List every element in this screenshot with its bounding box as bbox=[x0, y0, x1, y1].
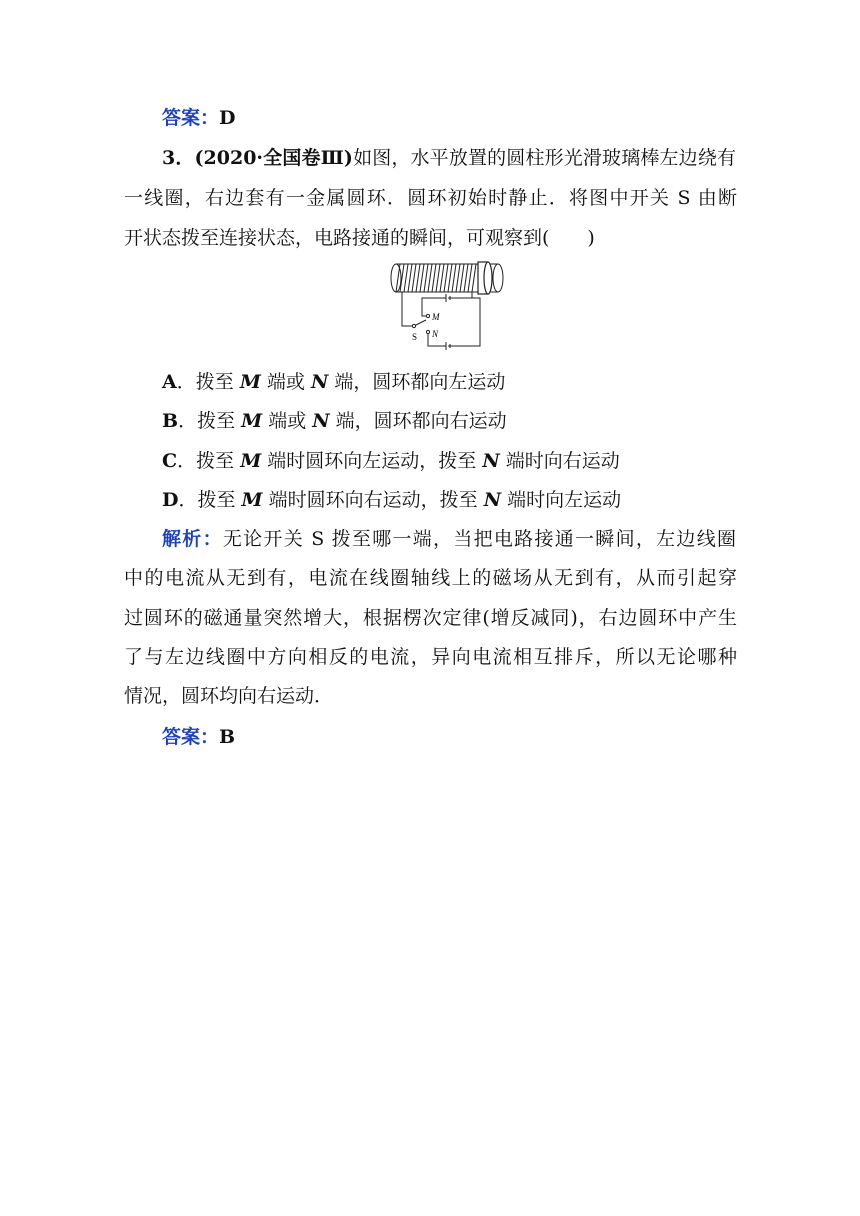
option-letter: C bbox=[162, 450, 178, 472]
answer-value: B bbox=[219, 726, 236, 748]
option-letter: A bbox=[162, 371, 177, 393]
circuit-diagram bbox=[386, 258, 514, 356]
answer-value: D bbox=[219, 107, 236, 129]
metal-ring bbox=[478, 262, 492, 294]
analysis-label: 解析： bbox=[162, 528, 223, 550]
label-n: N bbox=[432, 329, 439, 339]
label-s: S bbox=[412, 332, 418, 342]
answer-label: 答案： bbox=[162, 107, 220, 129]
coil bbox=[396, 264, 476, 292]
analysis-line-3: 过圆环的磁通量突然增大，根据楞次定律(增反减同)，右边圆环中产生 bbox=[124, 607, 737, 629]
answer-line-1 bbox=[162, 106, 236, 130]
question-text-1: 如图，水平放置的圆柱形光滑玻璃棒左边绕有 bbox=[352, 147, 736, 169]
question-line-3: 开状态拨至连接状态，电路接通的瞬间，可观察到( ) bbox=[124, 227, 595, 249]
analysis-line-5: 情况，圆环均向右运动． bbox=[124, 685, 334, 707]
analysis-line-2: 中的电流从无到有，电流在线圈轴线上的磁场从无到有，从而引起穿 bbox=[124, 567, 737, 589]
question-line-1: 3．(2020·全国卷Ⅲ)如图，水平放置的圆柱形光滑玻璃棒左边绕有 bbox=[162, 147, 736, 169]
question-line-2: 一线圈，右边套有一金属圆环．圆环初始时静止．将图中开关 S 由断 bbox=[124, 187, 737, 209]
option-letter: B bbox=[162, 410, 179, 432]
answer-label: 答案： bbox=[162, 726, 220, 748]
question-number: 3 bbox=[162, 147, 176, 169]
option-b: B．拨至 M 端或 N 端，圆环都向右运动 bbox=[162, 410, 507, 432]
option-letter: D bbox=[162, 489, 179, 511]
answer-line-2 bbox=[162, 725, 235, 749]
question-source: (2020·全国卷Ⅲ) bbox=[194, 147, 353, 169]
analysis-line-4: 了与左边线圈中方向相反的电流，异向电流相互排斥，所以无论哪种 bbox=[124, 646, 737, 668]
option-a: A．拨至 M 端或 N 端，圆环都向左运动 bbox=[162, 371, 506, 393]
analysis-line-1: 解析：无论开关 S 拨至哪一端，当把电路接通一瞬间，左边线圈 bbox=[162, 528, 736, 550]
option-d: D．拨至 M 端时圆环向右运动，拨至 N 端时向左运动 bbox=[162, 489, 622, 511]
label-m: M bbox=[432, 312, 440, 322]
option-c: C．拨至 M 端时圆环向左运动，拨至 N 端时向右运动 bbox=[162, 450, 620, 472]
